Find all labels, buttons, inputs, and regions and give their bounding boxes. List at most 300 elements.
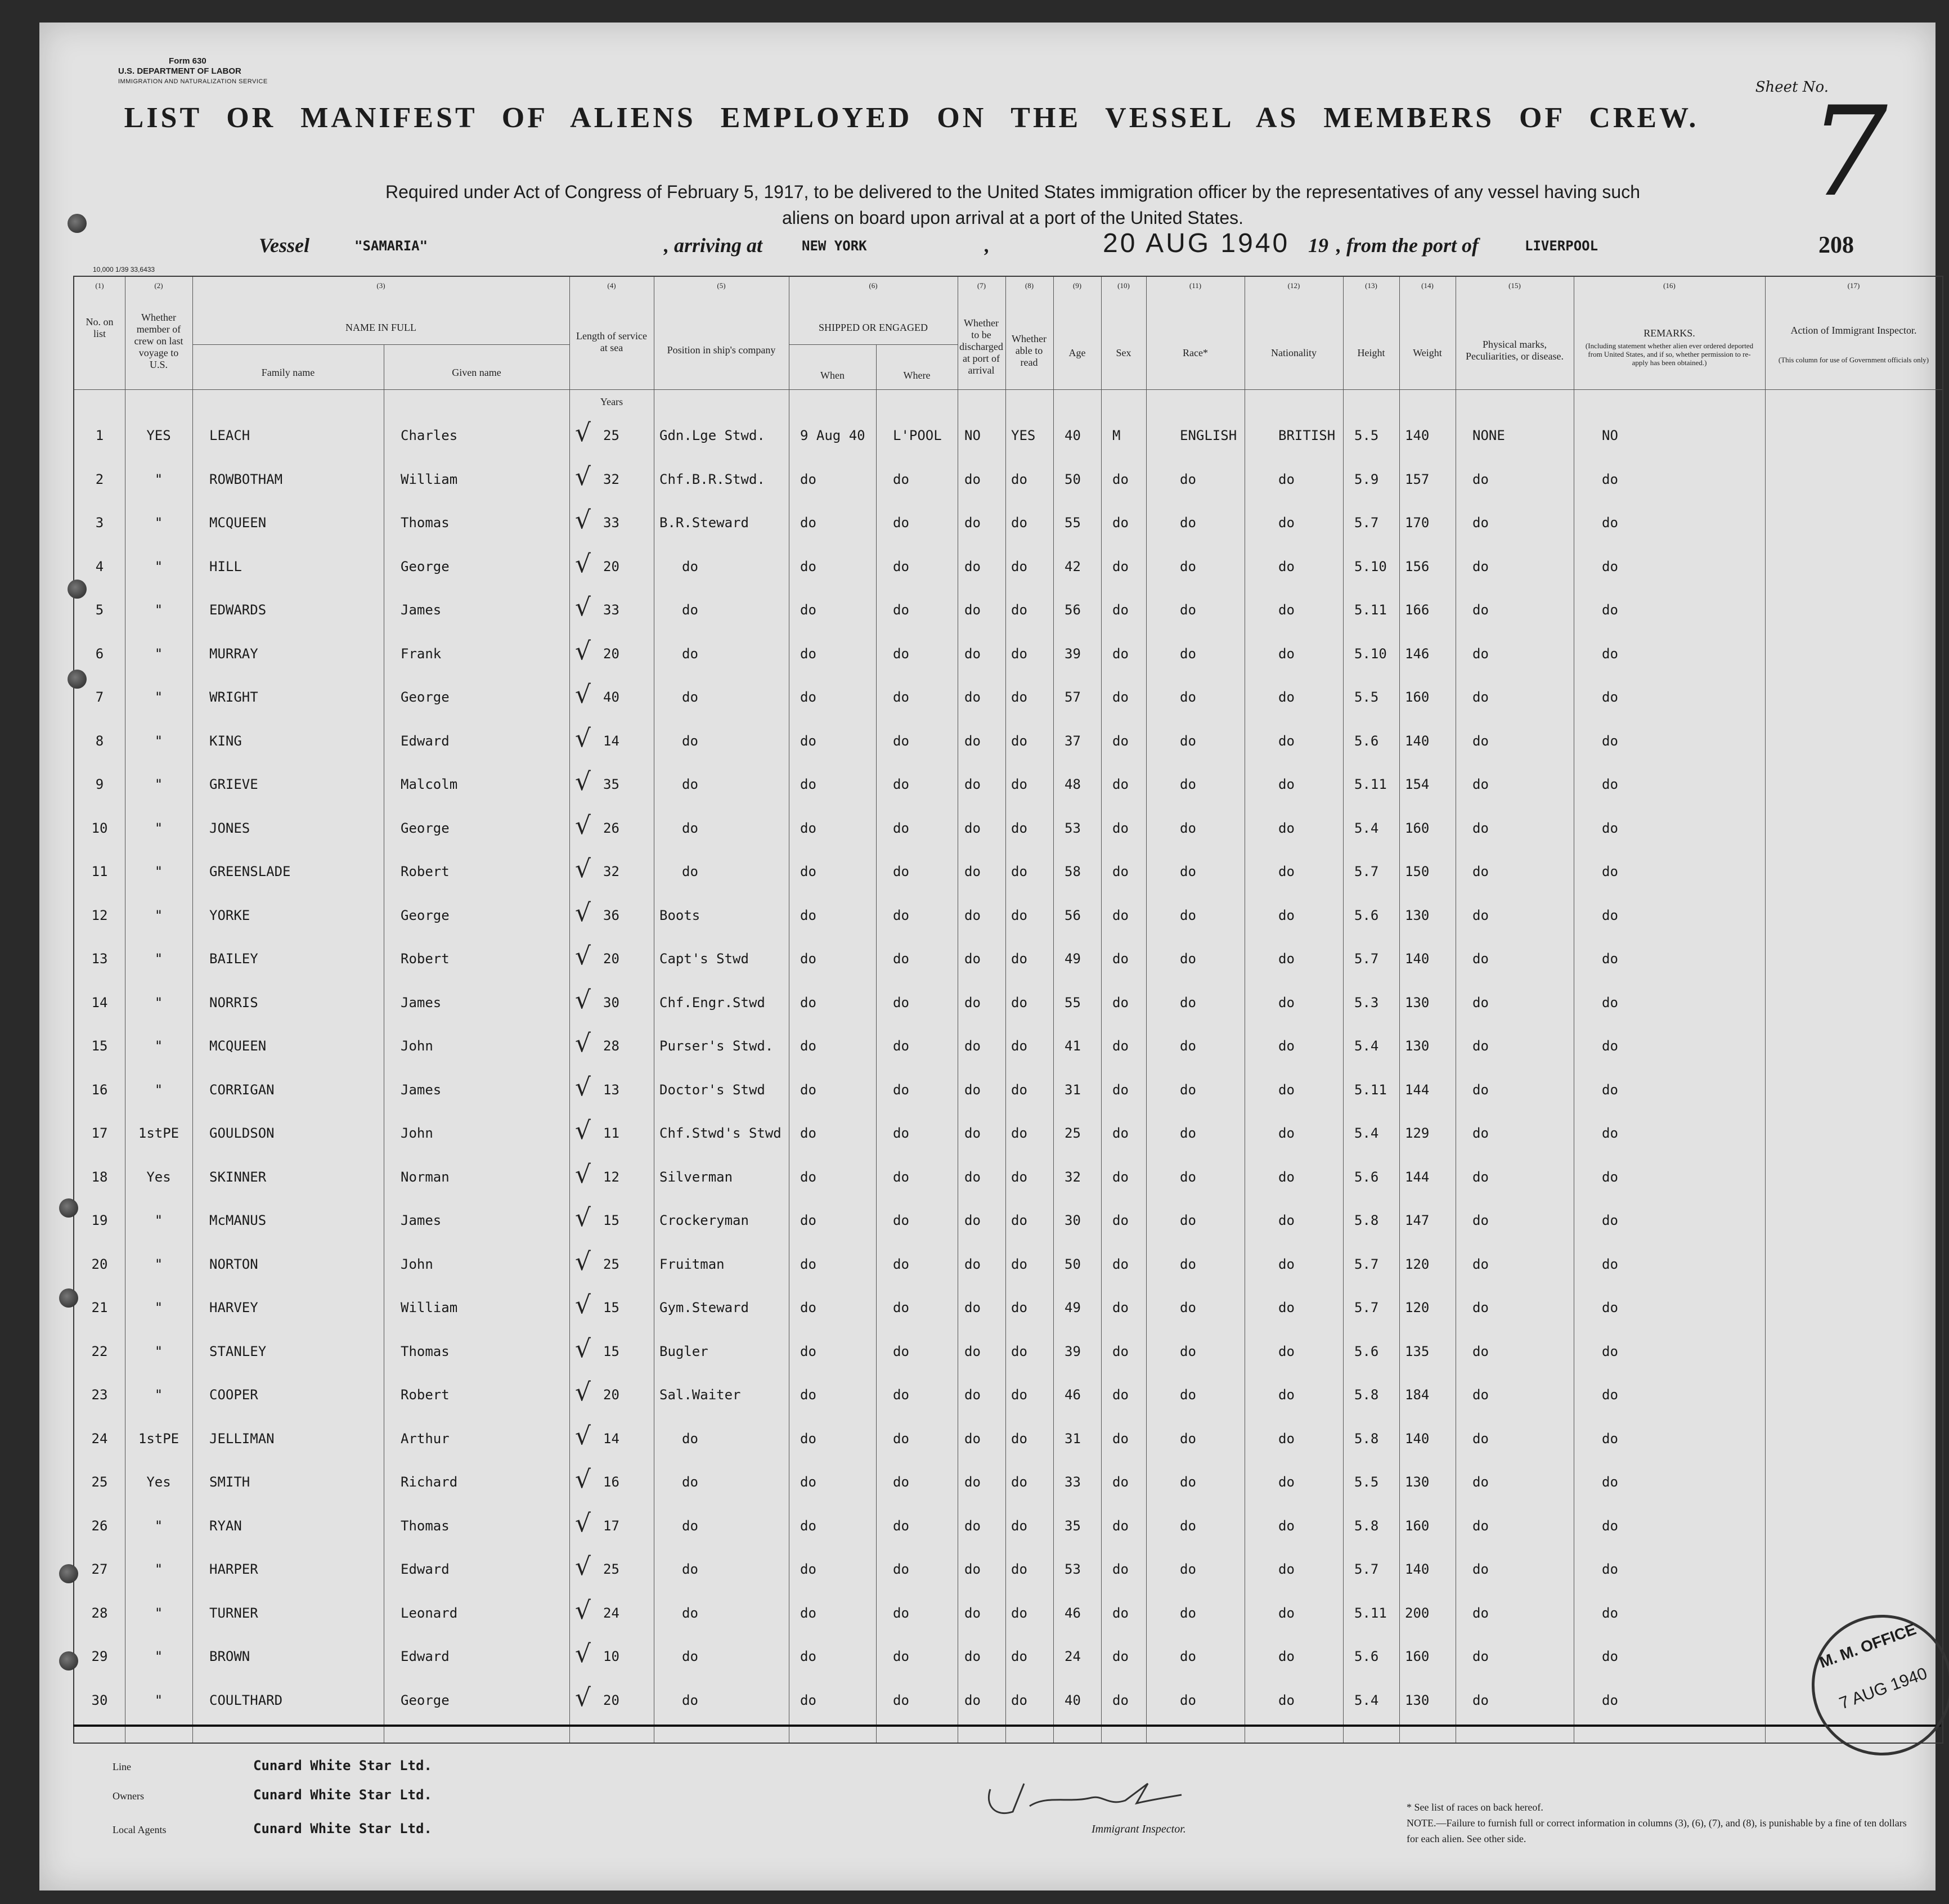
- cell-family: ROWBOTHAM: [209, 471, 283, 487]
- cell-remarks: do: [1602, 994, 1618, 1011]
- cell-given: George: [401, 907, 450, 923]
- check-mark: √: [575, 1029, 591, 1058]
- column-number: (12): [1287, 281, 1300, 290]
- cell-when: do: [800, 1517, 816, 1534]
- crew-table: [73, 276, 1943, 1744]
- cell-height: 5.4: [1354, 1692, 1379, 1708]
- cell-age: 35: [1065, 1517, 1081, 1534]
- cell-sex: do: [1112, 1081, 1129, 1098]
- cell-service: 10: [603, 1649, 619, 1664]
- cell-crew: 1stPE: [138, 1430, 179, 1447]
- cell-read: do: [1011, 1125, 1027, 1141]
- cell-family: EDWARDS: [209, 602, 267, 618]
- cell-sex: do: [1112, 1474, 1129, 1490]
- race-note: * See list of races on back hereof.: [1407, 1802, 1543, 1813]
- cell-remarks: do: [1602, 471, 1618, 487]
- cell-service: 30: [603, 994, 619, 1011]
- cell-marks: do: [1472, 1213, 1489, 1228]
- cell-when: do: [800, 1474, 816, 1490]
- column-divider: [1399, 277, 1400, 1743]
- column-divider: [569, 277, 570, 1743]
- cell-nationality: BRITISH: [1278, 428, 1336, 443]
- cell-crew: ": [154, 1649, 163, 1664]
- cell-given: Edward: [401, 1649, 450, 1664]
- cell-crew: ": [154, 471, 163, 487]
- cell-where: do: [893, 558, 909, 574]
- cell-when: do: [800, 820, 816, 836]
- cell-read: do: [1011, 602, 1027, 618]
- cell-sex: do: [1112, 1561, 1129, 1577]
- cell-race: do: [1180, 1256, 1196, 1272]
- cell-nationality: do: [1278, 864, 1295, 879]
- cell-nationality: do: [1278, 515, 1295, 531]
- cell-race: do: [1180, 558, 1196, 574]
- check-mark: √: [575, 811, 591, 840]
- cell-no: 18: [91, 1169, 108, 1185]
- cell-crew: ": [154, 864, 163, 879]
- cell-crew: ": [154, 1213, 163, 1228]
- column-number: (5): [717, 281, 726, 290]
- cell-height: 5.6: [1354, 1649, 1379, 1664]
- cell-nationality: do: [1278, 1474, 1295, 1490]
- check-mark: √: [575, 1552, 591, 1581]
- cell-marks: do: [1472, 1430, 1489, 1447]
- cell-no: 26: [91, 1517, 108, 1534]
- column-divider: [1146, 277, 1147, 1743]
- cell-remarks: do: [1602, 1256, 1618, 1272]
- column-number: (17): [1847, 281, 1860, 290]
- cell-height: 5.11: [1354, 1081, 1387, 1098]
- cell-sex: do: [1112, 776, 1129, 792]
- cell-given: Robert: [401, 1387, 450, 1403]
- cell-weight: 135: [1405, 1343, 1430, 1359]
- inspector-signature: [979, 1772, 1193, 1829]
- cell-sex: do: [1112, 907, 1129, 923]
- cell-marks: NONE: [1472, 428, 1505, 443]
- cell-position: do: [682, 864, 698, 879]
- cell-crew: ": [154, 994, 163, 1011]
- cell-discharged: do: [964, 645, 981, 662]
- check-mark: √: [575, 1334, 591, 1363]
- cell-family: WRIGHT: [209, 689, 258, 705]
- cell-position: do: [682, 1430, 698, 1447]
- cell-no: 25: [91, 1474, 108, 1490]
- cell-weight: 130: [1405, 1038, 1430, 1054]
- cell-height: 5.7: [1354, 864, 1379, 879]
- punch-hole: [59, 1564, 78, 1583]
- cell-where: do: [893, 951, 909, 967]
- cell-marks: do: [1472, 1649, 1489, 1664]
- cell-family: KING: [209, 733, 242, 749]
- cell-when: do: [800, 645, 816, 662]
- cell-weight: 140: [1405, 951, 1430, 967]
- year-suffix: 19: [1308, 234, 1328, 257]
- cell-height: 5.11: [1354, 602, 1387, 618]
- subtitle-line-2: aliens on board upon arrival at a port of the United States.: [782, 208, 1244, 228]
- cell-where: do: [893, 1213, 909, 1228]
- cell-age: 49: [1065, 1300, 1081, 1315]
- stamp-office: M. M. OFFICE: [1817, 1620, 1919, 1672]
- cell-given: James: [401, 602, 442, 618]
- check-mark: √: [575, 942, 591, 971]
- cell-service: 15: [603, 1213, 619, 1228]
- cell-sex: do: [1112, 1649, 1129, 1664]
- cell-service: 14: [603, 733, 619, 749]
- cell-discharged: do: [964, 1300, 981, 1315]
- cell-when: do: [800, 994, 816, 1011]
- cell-marks: do: [1472, 820, 1489, 836]
- cell-age: 25: [1065, 1125, 1081, 1141]
- cell-weight: 130: [1405, 907, 1430, 923]
- cell-weight: 144: [1405, 1081, 1430, 1098]
- vessel-label: Vessel: [259, 234, 309, 257]
- cell-crew: Yes: [146, 1169, 171, 1185]
- cell-crew: ": [154, 1256, 163, 1272]
- cell-height: 5.7: [1354, 1561, 1379, 1577]
- cell-remarks: do: [1602, 1125, 1618, 1141]
- cell-race: do: [1180, 1081, 1196, 1098]
- cell-remarks: do: [1602, 645, 1618, 662]
- cell-weight: 150: [1405, 864, 1430, 879]
- column-divider: [192, 277, 193, 1743]
- cell-read: do: [1011, 1605, 1027, 1621]
- cell-given: Robert: [401, 951, 450, 967]
- cell-where: do: [893, 1649, 909, 1664]
- check-mark: √: [575, 549, 591, 578]
- cell-crew: ": [154, 951, 163, 967]
- cell-read: do: [1011, 1387, 1027, 1403]
- header-remarks-detail: (Including statement whether alien ever ordered deported from United States, and if so, whether permission to re-apply has been obtained.): [1585, 342, 1754, 367]
- cell-nationality: do: [1278, 1649, 1295, 1664]
- check-mark: √: [575, 636, 591, 666]
- cell-height: 5.6: [1354, 1343, 1379, 1359]
- cell-given: Edward: [401, 733, 450, 749]
- cell-age: 56: [1065, 907, 1081, 923]
- cell-marks: do: [1472, 515, 1489, 531]
- cell-age: 55: [1065, 515, 1081, 531]
- cell-no: 30: [91, 1692, 108, 1708]
- column-divider: [1765, 277, 1766, 1743]
- cell-discharged: do: [964, 1474, 981, 1490]
- cell-nationality: do: [1278, 1605, 1295, 1621]
- cell-crew: ": [154, 1387, 163, 1403]
- cell-discharged: do: [964, 1387, 981, 1403]
- cell-marks: do: [1472, 907, 1489, 923]
- cell-discharged: do: [964, 515, 981, 531]
- cell-where: do: [893, 689, 909, 705]
- cell-race: do: [1180, 645, 1196, 662]
- sheet-number: 7: [1809, 80, 1888, 224]
- cell-marks: do: [1472, 1125, 1489, 1141]
- cell-weight: 120: [1405, 1256, 1430, 1272]
- cell-discharged: do: [964, 864, 981, 879]
- cell-sex: do: [1112, 602, 1129, 618]
- cell-height: 5.4: [1354, 820, 1379, 836]
- cell-crew: 1stPE: [138, 1125, 179, 1141]
- cell-weight: 147: [1405, 1213, 1430, 1228]
- cell-read: do: [1011, 733, 1027, 749]
- punch-hole: [59, 1288, 78, 1308]
- cell-when: do: [800, 1430, 816, 1447]
- cell-weight: 157: [1405, 471, 1430, 487]
- agents-label: Local Agents: [113, 1824, 167, 1835]
- cell-service: 20: [603, 645, 619, 662]
- header-divider: [74, 389, 1942, 390]
- cell-read: do: [1011, 645, 1027, 662]
- cell-sex: do: [1112, 471, 1129, 487]
- cell-height: 5.5: [1354, 428, 1379, 443]
- cell-where: do: [893, 1474, 909, 1490]
- cell-family: LEACH: [209, 428, 250, 443]
- cell-weight: 200: [1405, 1605, 1430, 1621]
- cell-weight: 130: [1405, 1692, 1430, 1708]
- column-number: (9): [1072, 281, 1082, 290]
- line-value: Cunard White Star Ltd.: [253, 1758, 432, 1773]
- cell-weight: 184: [1405, 1387, 1430, 1403]
- cell-where: do: [893, 1125, 909, 1141]
- page-title: LIST OR MANIFEST OF ALIENS EMPLOYED ON THE VESSEL AS MEMBERS OF CREW.: [124, 102, 1699, 134]
- cell-age: 53: [1065, 1561, 1081, 1577]
- agents-value: Cunard White Star Ltd.: [253, 1821, 432, 1836]
- header-given-name: Given name: [452, 367, 501, 378]
- cell-age: 57: [1065, 689, 1081, 705]
- cell-weight: 120: [1405, 1300, 1430, 1315]
- cell-given: George: [401, 820, 450, 836]
- header-name-in-full: NAME IN FULL: [345, 322, 416, 333]
- cell-nationality: do: [1278, 776, 1295, 792]
- cell-given: George: [401, 689, 450, 705]
- cell-when: do: [800, 602, 816, 618]
- cell-weight: 140: [1405, 1430, 1430, 1447]
- cell-weight: 130: [1405, 1474, 1430, 1490]
- cell-discharged: do: [964, 776, 981, 792]
- cell-height: 5.11: [1354, 1605, 1387, 1621]
- line-label: Line: [113, 1761, 131, 1772]
- header-family-name: Family name: [261, 367, 315, 378]
- cell-age: 32: [1065, 1169, 1081, 1185]
- column-divider: [1053, 277, 1054, 1743]
- cell-when: do: [800, 1649, 816, 1664]
- cell-where: do: [893, 1300, 909, 1315]
- cell-remarks: do: [1602, 1387, 1618, 1403]
- cell-service: 25: [603, 1256, 619, 1272]
- header-discharged: Whether to be discharged at port of arrival: [959, 317, 1003, 376]
- page-subtitle: [225, 179, 1800, 231]
- cell-read: do: [1011, 1430, 1027, 1447]
- cell-no: 14: [91, 994, 108, 1011]
- check-mark: √: [575, 1640, 591, 1668]
- cell-given: George: [401, 558, 450, 574]
- cell-no: 29: [91, 1649, 108, 1664]
- cell-remarks: NO: [1602, 428, 1618, 443]
- check-mark: √: [575, 1116, 591, 1145]
- cell-where: do: [893, 1169, 909, 1185]
- owners-value: Cunard White Star Ltd.: [253, 1787, 432, 1803]
- cell-age: 30: [1065, 1213, 1081, 1228]
- cell-remarks: do: [1602, 689, 1618, 705]
- cell-sex: do: [1112, 645, 1129, 662]
- inspector-label: Immigrant Inspector.: [1092, 1823, 1186, 1835]
- cell-race: do: [1180, 471, 1196, 487]
- header-physical-marks: Physical marks, Peculiarities, or disease.: [1466, 339, 1564, 362]
- cell-read: do: [1011, 776, 1027, 792]
- check-mark: √: [575, 1421, 591, 1451]
- cell-remarks: do: [1602, 602, 1618, 618]
- punch-hole: [59, 1651, 78, 1671]
- cell-remarks: do: [1602, 820, 1618, 836]
- cell-discharged: do: [964, 471, 981, 487]
- cell-no: 11: [91, 864, 108, 879]
- cell-where: do: [893, 1692, 909, 1708]
- cell-service: 26: [603, 820, 619, 836]
- cell-when: do: [800, 1343, 816, 1359]
- cell-marks: do: [1472, 1561, 1489, 1577]
- cell-read: do: [1011, 994, 1027, 1011]
- cell-sex: do: [1112, 1692, 1129, 1708]
- cell-age: 24: [1065, 1649, 1081, 1664]
- cell-read: do: [1011, 1213, 1027, 1228]
- cell-family: MURRAY: [209, 645, 258, 662]
- check-mark: √: [575, 1072, 591, 1102]
- stamp-date: 7 AUG 1940: [1836, 1664, 1930, 1713]
- cell-nationality: do: [1278, 1430, 1295, 1447]
- cell-race: do: [1180, 820, 1196, 836]
- cell-sex: do: [1112, 1430, 1129, 1447]
- cell-when: do: [800, 1300, 816, 1315]
- cell-sex: do: [1112, 558, 1129, 574]
- cell-read: do: [1011, 864, 1027, 879]
- cell-service: 20: [603, 951, 619, 967]
- cell-given: Robert: [401, 864, 450, 879]
- cell-race: do: [1180, 602, 1196, 618]
- cell-crew: ": [154, 1692, 163, 1708]
- cell-service: 24: [603, 1605, 619, 1621]
- department-name: U.S. DEPARTMENT OF LABOR: [118, 66, 241, 76]
- cell-remarks: do: [1602, 1517, 1618, 1534]
- cell-discharged: do: [964, 1561, 981, 1577]
- cell-sex: do: [1112, 1169, 1129, 1185]
- cell-position: B.R.Steward: [659, 515, 749, 531]
- cell-age: 41: [1065, 1038, 1081, 1054]
- cell-height: 5.5: [1354, 1474, 1379, 1490]
- cell-position: do: [682, 1561, 698, 1577]
- column-number: (15): [1508, 281, 1521, 290]
- cell-discharged: do: [964, 907, 981, 923]
- cell-crew: ": [154, 907, 163, 923]
- cell-discharged: do: [964, 994, 981, 1011]
- arrival-date-stamp: 20 AUG 1940: [1103, 228, 1290, 258]
- sheet-code: 208: [1818, 232, 1854, 258]
- cell-weight: 156: [1405, 558, 1430, 574]
- cell-nationality: do: [1278, 994, 1295, 1011]
- cell-position: do: [682, 820, 698, 836]
- cell-discharged: do: [964, 1038, 981, 1054]
- cell-nationality: do: [1278, 1038, 1295, 1054]
- cell-service: 12: [603, 1169, 619, 1185]
- cell-given: Thomas: [401, 1343, 450, 1359]
- cell-read: do: [1011, 1649, 1027, 1664]
- cell-service: 13: [603, 1081, 619, 1098]
- manifest-sheet: [39, 23, 1935, 1890]
- cell-service: 14: [603, 1430, 619, 1447]
- cell-race: do: [1180, 907, 1196, 923]
- cell-read: do: [1011, 1300, 1027, 1315]
- cell-age: 40: [1065, 428, 1081, 443]
- cell-given: James: [401, 1081, 442, 1098]
- cell-remarks: do: [1602, 951, 1618, 967]
- cell-family: MCQUEEN: [209, 1038, 267, 1054]
- column-number: (1): [95, 281, 104, 290]
- cell-age: 40: [1065, 1692, 1081, 1708]
- cell-when: do: [800, 733, 816, 749]
- cell-position: Crockeryman: [659, 1213, 749, 1228]
- cell-read: do: [1011, 1343, 1027, 1359]
- cell-sex: do: [1112, 1343, 1129, 1359]
- cell-weight: 170: [1405, 515, 1430, 531]
- cell-marks: do: [1472, 689, 1489, 705]
- cell-marks: do: [1472, 1517, 1489, 1534]
- cell-family: HARVEY: [209, 1300, 258, 1315]
- header-able-to-read: Whether able to read: [1012, 333, 1047, 368]
- cell-height: 5.3: [1354, 994, 1379, 1011]
- cell-discharged: do: [964, 1081, 981, 1098]
- cell-nationality: do: [1278, 1169, 1295, 1185]
- cell-height: 5.6: [1354, 733, 1379, 749]
- cell-where: do: [893, 471, 909, 487]
- cell-crew: ": [154, 689, 163, 705]
- cell-family: SKINNER: [209, 1169, 267, 1185]
- cell-no: 1: [95, 428, 104, 443]
- cell-family: CORRIGAN: [209, 1081, 275, 1098]
- cell-nationality: do: [1278, 907, 1295, 923]
- cell-when: do: [800, 1169, 816, 1185]
- column-number: (3): [376, 281, 385, 290]
- cell-height: 5.6: [1354, 907, 1379, 923]
- cell-read: do: [1011, 471, 1027, 487]
- cell-remarks: do: [1602, 1605, 1618, 1621]
- cell-family: GREENSLADE: [209, 864, 291, 879]
- cell-discharged: do: [964, 951, 981, 967]
- penalty-note: NOTE.—Failure to furnish full or correct information in columns (3), (6), (7), and (8), is punishable by a fine of ten dollars for each alien. See other side.: [1407, 1817, 1907, 1844]
- cell-where: do: [893, 864, 909, 879]
- cell-discharged: do: [964, 558, 981, 574]
- cell-race: do: [1180, 1387, 1196, 1403]
- cell-sex: do: [1112, 820, 1129, 836]
- cell-weight: 146: [1405, 645, 1430, 662]
- cell-position: do: [682, 776, 698, 792]
- cell-discharged: do: [964, 1169, 981, 1185]
- check-mark: √: [575, 1247, 591, 1276]
- cell-no: 3: [95, 515, 104, 531]
- cell-crew: ": [154, 1081, 163, 1098]
- cell-when: do: [800, 1213, 816, 1228]
- cell-crew: ": [154, 602, 163, 618]
- cell-crew: ": [154, 558, 163, 574]
- cell-family: BROWN: [209, 1649, 250, 1664]
- cell-weight: 160: [1405, 1517, 1430, 1534]
- check-mark: √: [575, 680, 591, 709]
- cell-position: do: [682, 1692, 698, 1708]
- cell-marks: do: [1472, 1300, 1489, 1315]
- cell-age: 33: [1065, 1474, 1081, 1490]
- cell-sex: do: [1112, 1300, 1129, 1315]
- cell-no: 9: [95, 776, 104, 792]
- cell-service: 40: [603, 689, 619, 705]
- cell-service: 20: [603, 1387, 619, 1403]
- cell-race: do: [1180, 1517, 1196, 1534]
- cell-height: 5.6: [1354, 1169, 1379, 1185]
- column-number: (6): [869, 281, 878, 290]
